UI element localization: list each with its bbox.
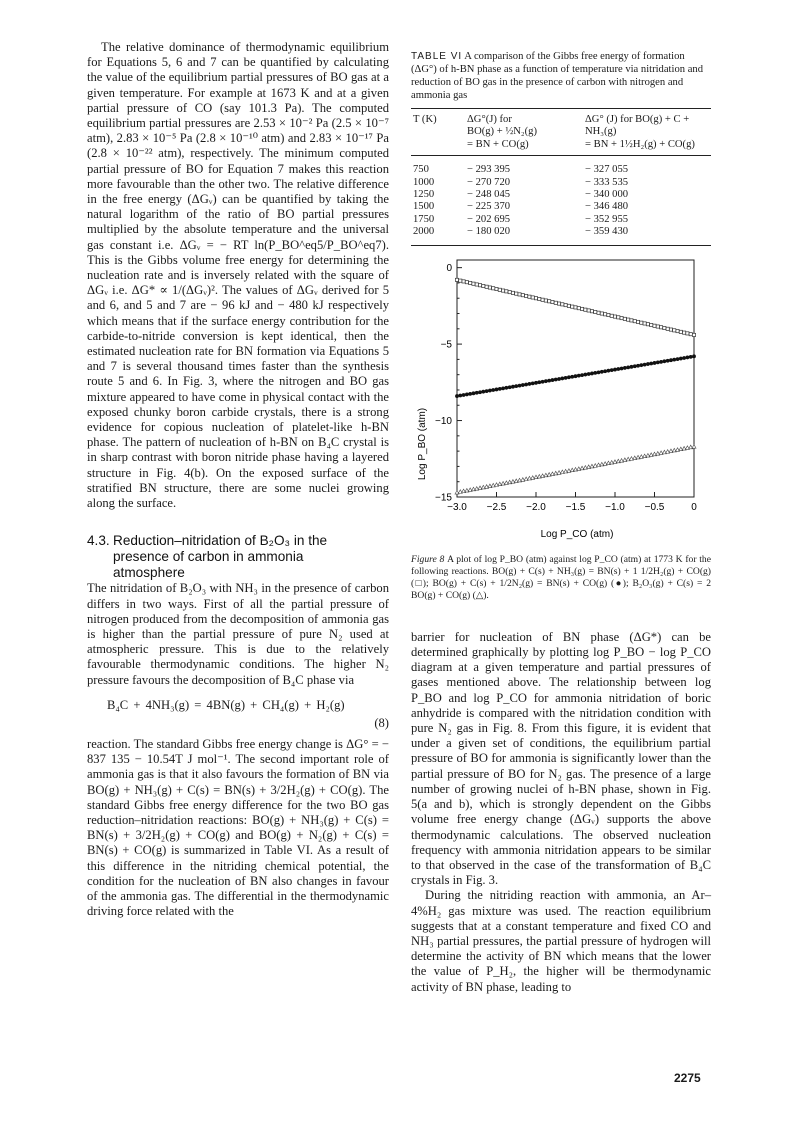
cell-dg-ammonia: − 340 000 bbox=[585, 189, 629, 201]
paragraph-nucleation-barrier: barrier for nucleation of BN phase (ΔG*) can be determined graphically by plotting log P_BO − log P_CO diagram at a given temperature and partial pressures of gases mentioned above. The relationship between log P_BO and log P_CO for ammonia nitridation of boric anhydride is compared with the nitridation condition with pure N₂ gas in Fig. 8. From this figure, it is evident that under a given set of conditions, the equilibrium partial pressure of BO for ammonia is significantly lower than the partial pressure of BO for N₂ gas. The presence of a large number of growing nuclei of h-BN phase, shown in Fig. 5(a and b), which is strongly dependent on the Gibbs volume free energy change (ΔGᵥ) supports the above thermodynamic calculations. The observed nucleation frequency with ammonia nitridation appears to be similar to that observed in the case of the transformation of B₄C crystals in Fig. 3. bbox=[411, 629, 711, 888]
data-point-square bbox=[653, 324, 656, 327]
data-point-square bbox=[620, 316, 623, 319]
data-point-circle bbox=[524, 382, 528, 386]
cell-temperature: 1000 bbox=[413, 176, 435, 188]
data-point-circle bbox=[659, 360, 663, 364]
header-ammonia-line1: ΔG° (J) for BO(g) + C + NH₃(g) bbox=[585, 114, 690, 138]
data-point-circle bbox=[458, 393, 462, 397]
data-point-circle bbox=[597, 370, 601, 374]
data-point-square bbox=[650, 323, 653, 326]
paragraph-gibbs-change: reaction. The standard Gibbs free energy change is ΔG° = − 837 135 − 10.54T J mol⁻¹. The second important role of ammonia gas is that it also favours the formation of BN via BO(g) + NH₃(g) + C(s) = BN(s) + 3/2H₂(g) + CO(g). The standard Gibbs free energy difference for the two BO gas reduction–nitridation reactions: BO(g) + NH₃(g) + C(s) = BN(s) + 3/2H₂(g) + CO(g) and BO(g) + N₂(g) + C(s) = BN(s) + CO(g) is summarized in Table VI. As a result of this difference in the nitriding chemical potential, the condition for the nucleation of BN also changes in favour of the ammonia gas. The differential in the thermodynamic driving force related with the bbox=[87, 736, 389, 919]
data-point-circle bbox=[557, 377, 561, 381]
data-point-square bbox=[459, 279, 462, 282]
data-point-square bbox=[646, 322, 649, 325]
x-tick-label: 0 bbox=[691, 501, 697, 513]
data-point-circle bbox=[639, 363, 643, 367]
data-point-circle bbox=[570, 375, 574, 379]
data-point-circle bbox=[669, 358, 673, 362]
header-temperature: T (K) bbox=[413, 114, 437, 125]
data-point-square bbox=[525, 294, 528, 297]
data-point-circle bbox=[554, 377, 558, 381]
data-point-circle bbox=[462, 393, 466, 397]
cell-dg-nitrogen: − 293 395 bbox=[467, 164, 511, 176]
section-title-line3: atmosphere bbox=[113, 565, 185, 581]
data-point-square bbox=[455, 278, 458, 281]
data-point-circle bbox=[633, 364, 637, 368]
cell-temperature: 1250 bbox=[413, 189, 435, 201]
data-point-circle bbox=[630, 365, 634, 369]
log-pbo-vs-log-pco-plot bbox=[411, 254, 711, 544]
header-ammonia-reaction bbox=[583, 109, 711, 156]
x-tick-label: −3.0 bbox=[447, 501, 467, 513]
data-point-circle bbox=[626, 365, 630, 369]
paragraph-nitridation-intro: The nitridation of B₂O₃ with NH₃ in the presence of carbon differs in two ways. First of all the partial pressure of nitrogen produced from the decomposition of ammonia gas is higher than the partial pressure of pure N₂ used at atmospheric pressure. This is due to the relatively favourable thermodynamic conditions. The higher N₂ pressure favours the decomposition of B₄C phase via bbox=[87, 581, 389, 687]
data-point-circle bbox=[616, 367, 620, 371]
data-point-square bbox=[551, 300, 554, 303]
cell-dg-ammonia: − 346 480 bbox=[585, 201, 629, 213]
y-tick-label: 0 bbox=[446, 262, 452, 274]
data-point-square bbox=[613, 315, 616, 318]
data-point-square bbox=[594, 310, 597, 313]
table-caption-text: A comparison of the Gibbs free energy of formation (ΔG°) of h-BN phase as a function of temperature via nitridation and reduction of BO gas in the presence of carbon with nitrogen and ammonia gas bbox=[411, 51, 703, 101]
data-point-square bbox=[475, 283, 478, 286]
table-caption bbox=[411, 50, 711, 102]
data-point-circle bbox=[472, 391, 476, 395]
data-point-square bbox=[538, 297, 541, 300]
data-point-square bbox=[574, 305, 577, 308]
data-point-circle bbox=[580, 373, 584, 377]
gibbs-energy-table bbox=[411, 108, 711, 246]
data-point-circle bbox=[508, 385, 512, 389]
data-point-circle bbox=[593, 371, 597, 375]
data-point-square bbox=[659, 325, 662, 328]
data-point-square bbox=[548, 299, 551, 302]
table-label: TABLE VI bbox=[411, 51, 463, 62]
header-nitrogen-line1: ΔG°(J) for bbox=[467, 114, 512, 125]
data-point-circle bbox=[682, 356, 686, 360]
data-point-circle bbox=[518, 383, 522, 387]
data-point-square bbox=[584, 308, 587, 311]
data-point-circle bbox=[577, 373, 581, 377]
data-point-circle bbox=[623, 366, 627, 370]
data-point-circle bbox=[587, 372, 591, 376]
cell-dg-ammonia: − 333 535 bbox=[585, 176, 629, 188]
x-tick-label: −2.5 bbox=[486, 501, 507, 513]
data-point-square bbox=[600, 312, 603, 315]
data-point-square bbox=[495, 287, 498, 290]
data-point-square bbox=[531, 296, 534, 299]
data-point-circle bbox=[679, 356, 683, 360]
plot-frame bbox=[457, 260, 694, 497]
cell-dg-ammonia: − 327 055 bbox=[585, 164, 629, 176]
data-point-square bbox=[511, 291, 514, 294]
data-point-square bbox=[587, 309, 590, 312]
cell-temperature: 1750 bbox=[413, 213, 435, 225]
data-point-circle bbox=[574, 374, 578, 378]
data-point-square bbox=[478, 283, 481, 286]
cell-dg-nitrogen: − 270 720 bbox=[467, 176, 511, 188]
data-point-square bbox=[469, 281, 472, 284]
data-point-square bbox=[508, 290, 511, 293]
data-point-circle bbox=[600, 370, 604, 374]
x-tick-label: −2.0 bbox=[526, 501, 546, 513]
chart-series bbox=[455, 278, 696, 494]
x-tick-label: −1.0 bbox=[605, 501, 625, 513]
data-point-circle bbox=[465, 392, 469, 396]
right-column bbox=[411, 50, 711, 995]
data-point-square bbox=[505, 289, 508, 292]
cell-temperature: 2000 bbox=[413, 226, 435, 238]
data-point-circle bbox=[547, 378, 551, 382]
data-point-circle bbox=[551, 378, 555, 382]
table-header-row bbox=[411, 109, 711, 156]
data-point-circle bbox=[620, 366, 624, 370]
data-point-circle bbox=[686, 355, 690, 359]
section-number: 4.3. bbox=[87, 533, 110, 549]
header-nitrogen-line3: = BN + CO(g) bbox=[467, 138, 529, 150]
data-point-circle bbox=[643, 362, 647, 366]
data-point-square bbox=[485, 285, 488, 288]
cell-dg-ammonia: − 352 955 bbox=[585, 213, 629, 225]
x-axis-label: Log P_CO (atm) bbox=[540, 528, 614, 540]
y-axis-label: Log P_BO (atm) bbox=[417, 407, 428, 480]
data-point-circle bbox=[692, 354, 696, 358]
equation-number: (8) bbox=[374, 715, 389, 730]
data-point-square bbox=[627, 318, 630, 321]
data-point-square bbox=[692, 333, 695, 336]
data-point-square bbox=[561, 302, 564, 305]
table-row bbox=[411, 214, 711, 226]
cell-dg-ammonia: − 359 430 bbox=[585, 226, 629, 238]
data-point-circle bbox=[491, 388, 495, 392]
x-tick-label: −1.5 bbox=[565, 501, 586, 513]
y-tick-label: −10 bbox=[435, 415, 452, 427]
cell-temperature: 750 bbox=[413, 164, 429, 176]
data-point-square bbox=[498, 288, 501, 291]
cell-dg-nitrogen: − 225 370 bbox=[467, 201, 511, 213]
data-point-circle bbox=[485, 389, 489, 393]
data-point-square bbox=[633, 319, 636, 322]
data-point-circle bbox=[653, 361, 657, 365]
data-point-square bbox=[617, 315, 620, 318]
data-point-square bbox=[564, 303, 567, 306]
series-filled-circle bbox=[455, 354, 696, 398]
figure-label: Figure 8 bbox=[411, 553, 445, 565]
data-point-circle bbox=[475, 391, 479, 395]
data-point-square bbox=[669, 328, 672, 331]
data-point-circle bbox=[511, 384, 515, 388]
data-point-circle bbox=[636, 363, 640, 367]
table-row bbox=[411, 156, 711, 177]
figure-8-chart bbox=[411, 254, 711, 548]
data-point-square bbox=[528, 295, 531, 298]
data-point-square bbox=[557, 302, 560, 305]
data-point-square bbox=[521, 293, 524, 296]
data-point-circle bbox=[514, 384, 518, 388]
data-point-circle bbox=[537, 380, 541, 384]
data-point-circle bbox=[613, 367, 617, 371]
data-point-square bbox=[534, 296, 537, 299]
data-point-circle bbox=[666, 359, 670, 363]
cell-dg-nitrogen: − 180 020 bbox=[467, 226, 511, 238]
data-point-square bbox=[666, 327, 669, 330]
data-point-circle bbox=[689, 355, 693, 359]
x-tick-label: −0.5 bbox=[644, 501, 665, 513]
data-point-circle bbox=[560, 376, 564, 380]
paragraph-nitriding-ammonia: During the nitriding reaction with ammonia, an Ar–4%H₂ gas mixture was used. The reaction equilibrium suggests that at a constant temperature and fixed CO and NH₃ partial pressures, the partial pressure of hydrogen will determine the activity of BN which means that the lower the value of P_H₂, the higher will be thermodynamic activity of BN phase, leading to bbox=[411, 888, 711, 994]
data-point-circle bbox=[564, 376, 568, 380]
data-point-square bbox=[683, 331, 686, 334]
data-point-circle bbox=[583, 372, 587, 376]
data-point-square bbox=[623, 317, 626, 320]
data-point-square bbox=[636, 320, 639, 323]
table-body bbox=[411, 156, 711, 245]
data-point-square bbox=[544, 299, 547, 302]
data-point-square bbox=[604, 312, 607, 315]
data-point-square bbox=[580, 307, 583, 310]
equation-8 bbox=[87, 698, 389, 731]
data-point-circle bbox=[488, 388, 492, 392]
data-point-square bbox=[597, 311, 600, 314]
data-point-square bbox=[567, 304, 570, 307]
data-point-circle bbox=[495, 387, 499, 391]
data-point-square bbox=[482, 284, 485, 287]
left-column bbox=[87, 40, 389, 919]
data-point-square bbox=[501, 289, 504, 292]
data-point-square bbox=[630, 318, 633, 321]
data-point-square bbox=[663, 326, 666, 329]
figure-caption bbox=[411, 554, 711, 602]
data-point-circle bbox=[590, 371, 594, 375]
data-point-square bbox=[571, 305, 574, 308]
data-point-circle bbox=[528, 382, 532, 386]
data-point-circle bbox=[662, 359, 666, 363]
table-row bbox=[411, 177, 711, 189]
data-point-circle bbox=[455, 394, 459, 398]
data-point-square bbox=[676, 329, 679, 332]
data-point-square bbox=[656, 325, 659, 328]
section-heading-4-3 bbox=[87, 533, 389, 581]
y-tick-label: −5 bbox=[440, 339, 452, 351]
data-point-square bbox=[610, 314, 613, 317]
cell-dg-nitrogen: − 248 045 bbox=[467, 189, 511, 201]
cell-dg-nitrogen: − 202 695 bbox=[467, 213, 511, 225]
data-point-square bbox=[518, 292, 521, 295]
data-point-circle bbox=[478, 390, 482, 394]
data-point-square bbox=[472, 282, 475, 285]
table-row bbox=[411, 201, 711, 213]
data-point-square bbox=[590, 309, 593, 312]
equation-body: B₄C + 4NH₃(g) = 4BN(g) + CH₄(g) + H₂(g) bbox=[107, 697, 345, 712]
data-point-circle bbox=[567, 375, 571, 379]
data-point-circle bbox=[504, 386, 508, 390]
data-point-circle bbox=[672, 357, 676, 361]
header-ammonia-line2: = BN + 1½H₂(g) + CO(g) bbox=[585, 138, 695, 150]
data-point-square bbox=[673, 328, 676, 331]
data-point-circle bbox=[481, 389, 485, 393]
data-point-circle bbox=[607, 368, 611, 372]
cell-temperature: 1500 bbox=[413, 201, 435, 213]
data-point-square bbox=[488, 286, 491, 289]
data-point-square bbox=[492, 286, 495, 289]
data-point-square bbox=[541, 298, 544, 301]
chart-axes bbox=[435, 260, 697, 513]
data-point-square bbox=[640, 321, 643, 324]
table-row bbox=[411, 189, 711, 201]
series-open-triangle bbox=[455, 444, 696, 493]
y-tick-label: −15 bbox=[435, 492, 452, 504]
data-point-square bbox=[465, 280, 468, 283]
data-point-square bbox=[643, 322, 646, 325]
data-point-square bbox=[515, 292, 518, 295]
data-point-circle bbox=[646, 362, 650, 366]
data-point-square bbox=[577, 306, 580, 309]
data-point-circle bbox=[521, 383, 525, 387]
paragraph-thermodynamic-equilibrium: The relative dominance of thermodynamic equilibrium for Equations 5, 6 and 7 can be quantified by calculating the value of the equilibrium partial pressures of BO gas at a given temperature. For example at 1673 K and at a given partial pressure of CO (say 101.3 Pa). The computed equilibrium partial pressures are 2.53 × 10⁻² Pa (2.5 × 10⁻⁷ atm), 2.83 × 10⁻⁵ Pa (2.8 × 10⁻¹⁰ atm) and 2.83 × 10⁻¹⁷ Pa (2.8 × 10⁻²² atm), respectively. The minimum computed partial pressure of BO for Equation 7 makes this reaction more favourable than the other two. The relative difference in the free energy (ΔGᵥ) can be quantified by taking the natural logarithm of the ratio of BO partial pressures multiplied by the absolute temperature and the universal gas constant i.e. ΔGᵥ = − RT ln(P_BO^eq5/P_BO^eq7). This is the Gibbs volume free energy for determining the nucleation rate and is inversely related with the square of ΔGᵥ i.e. ΔG* ∝ 1/(ΔGᵥ)². The values of ΔGᵥ derived for 5 and 6, and 5 and 7 are − 96 kJ and − 480 kJ respectively which means that if the surface energy contribution for the carbide-to-nitride conversion is kept identical, then the estimated nucleation rate for BN formation via Equations 5 and 7 is several thousand times faster than the synthesis route 5 and 6. In Fig. 3, where the nitrogen and BO gas mixture appeared to have come in physical contact with the exposed chunky boron carbide crystals, there is a strong evidence for copious nucleation of platelet-like h-BN phase. The pattern of nucleation of h-BN on B₄C crystal is in sharp contrast with boron nitride phase having a layered structure in Fig. 4(b). On the exposed surface of the stratified BN structure, there are some nuclei growing along the surface. bbox=[87, 40, 389, 511]
data-point-circle bbox=[534, 381, 538, 385]
data-point-circle bbox=[656, 360, 660, 364]
data-point-square bbox=[689, 332, 692, 335]
data-point-circle bbox=[610, 368, 614, 372]
data-point-square bbox=[679, 330, 682, 333]
data-point-circle bbox=[544, 379, 548, 383]
header-nitrogen-reaction bbox=[465, 109, 583, 156]
figure-caption-text: A plot of log P_BO (atm) against log P_CO (atm) at 1773 K for the following reactions. BO(g) + C(s) + NH₃(g) = BN(s) + 1 1/2H₂(g) + CO(g) (□); BO(g) + C(s) + 1/2N₂(g) = BN(s) + CO(g) (●); B₂O₃(g) + C(s) = 2 BO(g) + CO(g) (△). bbox=[411, 553, 711, 601]
data-point-circle bbox=[603, 369, 607, 373]
table-row bbox=[411, 226, 711, 245]
series-open-square bbox=[455, 278, 695, 336]
data-point-circle bbox=[468, 392, 472, 396]
data-point-square bbox=[554, 301, 557, 304]
data-point-triangle bbox=[692, 444, 696, 448]
data-point-circle bbox=[676, 357, 680, 361]
section-title-line1: Reduction–nitridation of B₂O₃ in the bbox=[113, 533, 328, 549]
data-point-circle bbox=[501, 386, 505, 390]
data-point-square bbox=[607, 313, 610, 316]
data-point-square bbox=[462, 279, 465, 282]
data-point-circle bbox=[541, 379, 545, 383]
data-point-circle bbox=[531, 381, 535, 385]
data-point-circle bbox=[649, 361, 653, 365]
data-point-square bbox=[686, 331, 689, 334]
header-nitrogen-line2: BO(g) + ½N₂(g) bbox=[467, 126, 537, 138]
section-title-line2: presence of carbon in ammonia bbox=[113, 549, 304, 565]
page-number: 2275 bbox=[674, 1071, 701, 1085]
data-point-circle bbox=[498, 387, 502, 391]
